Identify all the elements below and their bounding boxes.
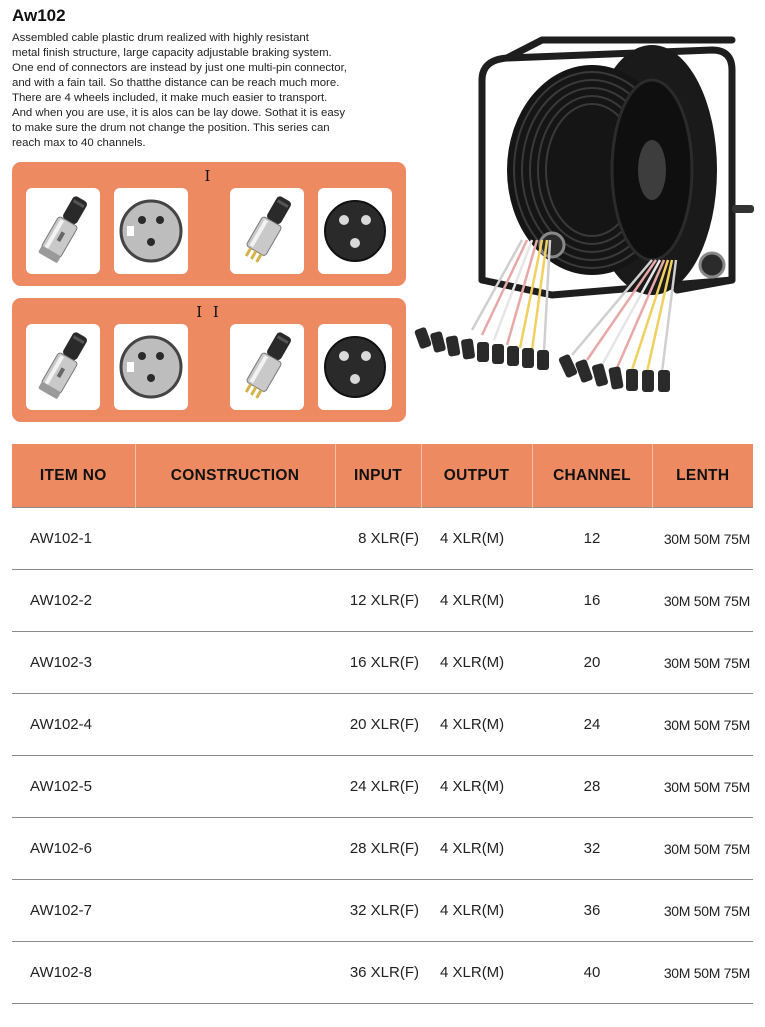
cell-lenth: 30M 50M 75M: [652, 632, 753, 694]
description-line: to make sure the drum not change the position. This series can: [12, 122, 330, 134]
cell-channel: 36: [532, 880, 652, 942]
cell-item-no: AW102-4: [12, 694, 135, 756]
cell-output: 4 XLR(M): [421, 632, 532, 694]
cable-drum-photo: [412, 10, 757, 400]
description-line: One end of connectors are instead by just one multi-pin connector,: [12, 62, 347, 74]
cell-lenth: 30M 50M 75M: [652, 694, 753, 756]
xlr-male-face-tile: [318, 188, 392, 274]
table-row: [12, 694, 753, 756]
column-header-item-no: ITEM NO: [12, 444, 135, 508]
cell-input: 28 XLR(F): [335, 818, 421, 880]
cell-output: 4 XLR(M): [421, 570, 532, 632]
cell-item-no: AW102-2: [12, 570, 135, 632]
cell-item-no: AW102-6: [12, 818, 135, 880]
description-line: And when you are use, it is alos can be lay dowe. Sothat it is easy: [12, 107, 346, 119]
xlr-female-connector-icon: [33, 192, 93, 270]
connector-panel-ii: [12, 298, 406, 422]
xlr-male-connector-icon: [237, 192, 297, 270]
xlr-female-face-icon: [118, 198, 184, 264]
cell-output: 4 XLR(M): [421, 508, 532, 570]
description-line: There are 4 wheels included, it make much easier to transport.: [12, 92, 328, 104]
connector-panel-i: [12, 162, 406, 286]
xlr-male-face-icon: [322, 198, 388, 264]
table-row: [12, 942, 753, 1004]
cell-lenth: 30M 50M 75M: [652, 880, 753, 942]
cell-output: 4 XLR(M): [421, 818, 532, 880]
cell-lenth: 30M 50M 75M: [652, 818, 753, 880]
cell-item-no: AW102-5: [12, 756, 135, 818]
cell-item-no: AW102-1: [12, 508, 135, 570]
cell-channel: 28: [532, 756, 652, 818]
panel-label: I I: [196, 303, 222, 321]
cell-input: 32 XLR(F): [335, 880, 421, 942]
description-line: and with a fain tail. So thatthe distance can be reach much more.: [12, 77, 340, 89]
cell-construction: [135, 880, 335, 942]
cell-input: 16 XLR(F): [335, 632, 421, 694]
cell-input: 36 XLR(F): [335, 942, 421, 1004]
cell-construction: [135, 570, 335, 632]
table-row: [12, 632, 753, 694]
cell-channel: 16: [532, 570, 652, 632]
cell-input: 8 XLR(F): [335, 508, 421, 570]
xlr-male-connector-tile: [230, 324, 304, 410]
cell-item-no: AW102-3: [12, 632, 135, 694]
xlr-male-face-icon: [322, 334, 388, 400]
product-description: [12, 31, 442, 151]
cell-input: 20 XLR(F): [335, 694, 421, 756]
cell-construction: [135, 694, 335, 756]
cell-lenth: 30M 50M 75M: [652, 570, 753, 632]
table-header-row: [12, 444, 753, 508]
description-line: Assembled cable plastic drum realized with highly resistant: [12, 32, 309, 44]
cell-channel: 20: [532, 632, 652, 694]
xlr-male-connector-icon: [237, 328, 297, 406]
cell-lenth: 30M 50M 75M: [652, 508, 753, 570]
xlr-female-face-tile: [114, 324, 188, 410]
cell-construction: [135, 632, 335, 694]
cell-item-no: AW102-7: [12, 880, 135, 942]
cell-output: 4 XLR(M): [421, 756, 532, 818]
cell-channel: 12: [532, 508, 652, 570]
table-row: [12, 508, 753, 570]
cell-lenth: 30M 50M 75M: [652, 756, 753, 818]
xlr-female-connector-tile: [26, 188, 100, 274]
xlr-female-face-tile: [114, 188, 188, 274]
xlr-female-connector-tile: [26, 324, 100, 410]
xlr-female-connector-icon: [33, 328, 93, 406]
table-row: [12, 880, 753, 942]
xlr-male-face-tile: [318, 324, 392, 410]
cell-lenth: 30M 50M 75M: [652, 942, 753, 1004]
cell-output: 4 XLR(M): [421, 694, 532, 756]
description-line: reach max to 40 channels.: [12, 137, 146, 149]
cell-channel: 32: [532, 818, 652, 880]
cell-output: 4 XLR(M): [421, 880, 532, 942]
column-header-construction: CONSTRUCTION: [135, 444, 335, 508]
xlr-male-connector-tile: [230, 188, 304, 274]
cell-item-no: AW102-8: [12, 942, 135, 1004]
table-row: [12, 818, 753, 880]
cell-output: 4 XLR(M): [421, 942, 532, 1004]
cell-input: 12 XLR(F): [335, 570, 421, 632]
column-header-input: INPUT: [335, 444, 421, 508]
product-title: Aw102: [12, 6, 66, 25]
cell-channel: 40: [532, 942, 652, 1004]
column-header-lenth: LENTH: [652, 444, 753, 508]
cell-construction: [135, 756, 335, 818]
column-header-output: OUTPUT: [421, 444, 532, 508]
cell-construction: [135, 508, 335, 570]
cell-input: 24 XLR(F): [335, 756, 421, 818]
column-header-channel: CHANNEL: [532, 444, 652, 508]
xlr-female-face-icon: [118, 334, 184, 400]
table-row: [12, 570, 753, 632]
table-row: [12, 756, 753, 818]
cell-construction: [135, 942, 335, 1004]
spec-table: [12, 444, 753, 1004]
panel-label: I: [204, 167, 214, 185]
cell-construction: [135, 818, 335, 880]
description-line: metal finish structure, large capacity adjustable braking system.: [12, 47, 332, 59]
cell-channel: 24: [532, 694, 652, 756]
